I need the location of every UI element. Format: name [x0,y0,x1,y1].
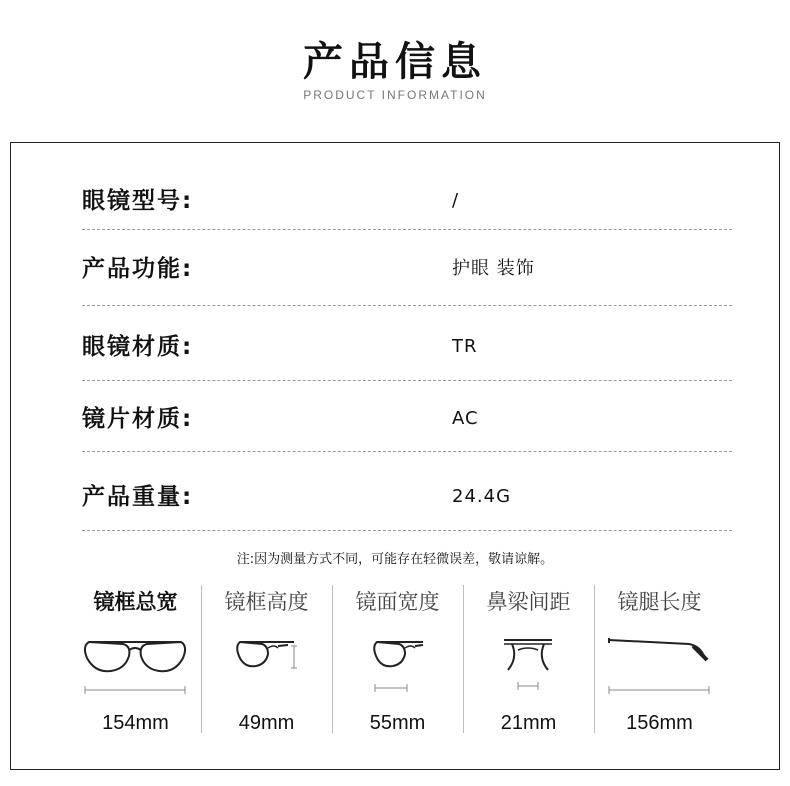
spec-label: 眼镜材质: [82,334,194,360]
dimension-value: 21mm [500,712,557,734]
spec-value: 24.4G [452,486,512,507]
divider [82,305,732,306]
divider [82,530,732,531]
dimension-bridge-width [463,580,594,755]
dimension-value: 154mm [102,712,169,734]
spec-label: 眼镜型号: [82,188,194,214]
dimension-label: 镜腿长度 [617,590,702,614]
dimension-diagrams [70,580,725,755]
dimension-label: 镜框总宽 [93,590,178,614]
spec-row-model [82,176,732,246]
spec-row-function [82,244,732,314]
spec-value: AC [452,408,479,429]
measurement-note: 注:因为测量方式不同，可能存在轻微误差，敬请谅解。 [236,552,554,567]
spec-row-frame-material [82,322,732,392]
spec-value: TR [452,336,478,357]
page-title: 产品信息 [303,39,487,85]
glasses-lens-width-icon [337,628,457,698]
glasses-temple-length-icon [599,628,719,698]
glasses-total-width-icon [75,628,195,698]
spec-value: 护眼 装饰 [452,258,535,279]
divider [82,451,732,452]
spec-label: 镜片材质: [82,406,194,432]
dimension-frame-height [201,580,332,755]
dimension-value: 156mm [626,712,693,734]
glasses-bridge-width-icon [468,628,588,698]
spec-label: 产品重量: [82,484,194,510]
dimension-label: 鼻梁间距 [486,590,571,614]
dimension-label: 镜框高度 [224,590,309,614]
dimension-value: 55mm [369,712,426,734]
page-subtitle: PRODUCT INFORMATION [303,88,487,102]
dimension-lens-width [332,580,463,755]
dimension-value: 49mm [238,712,295,734]
dimension-temple-length [594,580,725,755]
dimension-total-width [70,580,201,755]
divider [82,380,732,381]
glasses-frame-height-icon [206,628,326,698]
dimension-label: 镜面宽度 [355,590,440,614]
divider [82,229,732,230]
spec-label: 产品功能: [82,256,194,282]
spec-row-lens-material [82,394,732,464]
spec-value: / [452,190,460,211]
spec-row-weight [82,472,732,542]
